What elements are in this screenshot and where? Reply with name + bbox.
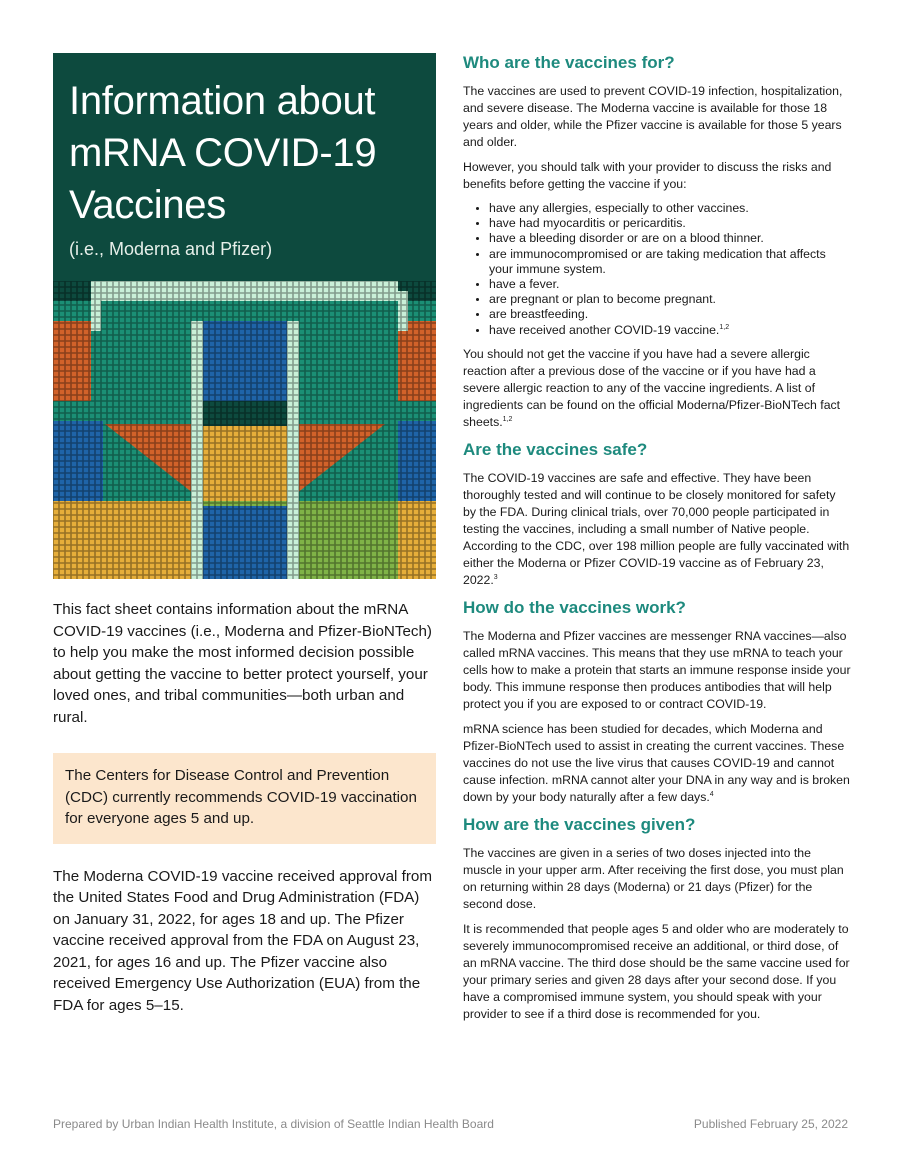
page-subtitle: (i.e., Moderna and Pfizer) [69, 239, 273, 259]
list-item: • are pregnant or plan to become pregnant. [489, 292, 851, 307]
left-column [53, 53, 436, 1016]
list-item: • have a bleeding disorder or are on a blood thinner. [489, 231, 851, 246]
heading-safe: Are the vaccines safe? [463, 439, 648, 459]
footnote-ref: 4 [709, 790, 714, 798]
risk-list [463, 201, 851, 338]
paragraph: The vaccines are given in a series of two doses injected into the muscle in your upper arm. After receiving the first dose, you must plan on returning within 28 days (Moderna) or 21 days (Pfizer) for the second dose. [463, 845, 844, 911]
callout-text: The Centers for Disease Control and Prevention (CDC) currently recommends COVID-19 vaccination for everyone ages 5 and up. [65, 767, 417, 827]
paragraph-text: You should not get the vaccine if you have had a severe allergic reaction after a previous dose of the vaccine or if you have had a severe allergic reaction to any of the vaccine ingredients. A list of ingredients can be found on the official Moderna/Pfizer-BioNTech fact sheets. [463, 346, 841, 429]
paragraph-text: mRNA science has been studied for decades, which Moderna and Pfizer-BioNTech used to assist in creating the current vaccines. These vaccines do not use the live virus that causes COVID-19 and cannot cause infection. mRNA cannot alter your DNA in any way and is broken down by your body naturally after a few days. [463, 721, 850, 804]
title-line-3: Vaccines [69, 183, 226, 227]
list-item: • have a fever. [489, 277, 851, 292]
section-how-given [463, 814, 851, 1023]
page-title [69, 75, 420, 231]
section-safe [463, 439, 851, 589]
footer [53, 1117, 848, 1131]
list-item: • have had myocarditis or pericarditis. [489, 216, 851, 231]
list-item-text: have received another COVID-19 vaccine. [489, 322, 720, 337]
right-column [463, 52, 851, 1031]
list-item: • are immunocompromised or are taking medication that affects your immune system. [489, 247, 851, 277]
heading-who-for: Who are the vaccines for? [463, 53, 675, 72]
decorative-dot-pattern [53, 281, 436, 579]
footnote-ref: 3 [493, 573, 498, 581]
cdc-recommendation-callout [53, 753, 436, 844]
title-line-1: Information about [69, 79, 376, 123]
heading-how-given: How are the vaccines given? [463, 814, 696, 834]
paragraph [463, 346, 851, 431]
list-item: • have any allergies, especially to other vaccines. [489, 201, 851, 216]
heading-how-work: How do the vaccines work? [463, 597, 686, 617]
list-item [489, 323, 851, 338]
section-how-work [463, 597, 851, 806]
footnote-ref: 1,2 [719, 323, 730, 331]
paragraph [463, 721, 851, 806]
footer-published-date: Published February 25, 2022 [693, 1117, 848, 1131]
paragraph [463, 470, 851, 589]
paragraph-text: The COVID-19 vaccines are safe and effective. They have been thoroughly tested and will continue to be closely monitored for safety by the FDA. During clinical trials, over 70,000 people participated in testing the vaccines, including a small number of Native people. According to the CDC, over 198 million people are fully vaccinated with either the Moderna or Pfizer COVID-19 vaccine as of February 23, 2022. [463, 470, 850, 587]
footer-credit: Prepared by Urban Indian Health Institute, a division of Seattle Indian Health Board [53, 1117, 494, 1131]
approval-paragraph: The Moderna COVID-19 vaccine received approval from the United States Food and Drug Administration (FDA) on January 31, 2022, for ages 18 and up. The Pfizer vaccine received approval from the FDA on August 23, 2021, for ages 16 and up. The Pfizer vaccine also received Emergency Use Authorization (EUA) from the FDA for ages 5–15. [53, 867, 433, 1014]
paragraph: However, you should talk with your provider to discuss the risks and benefits before getting the vaccine if you: [463, 160, 832, 191]
section-who-for [463, 52, 851, 431]
intro-paragraph: This fact sheet contains information about the mRNA COVID-19 vaccines (i.e., Moderna and Pfizer-BioNTech) to help you make the most informed decision possible about getting the vaccine to better protect yourself, your loved ones, and tribal communities—both urban and rural. [53, 601, 432, 726]
paragraph: It is recommended that people ages 5 and older who are moderately to severely immunocompromised receive an additional, or third dose, of an mRNA vaccine. The third dose should be the same vaccine used for your primary series and given 28 days after your second dose. If you have a compromised immune system, you should speak with your provider to see if a third dose is recommended for you. [463, 921, 850, 1021]
list-item: • are breastfeeding. [489, 307, 851, 322]
hero-banner [53, 53, 436, 281]
paragraph: The Moderna and Pfizer vaccines are messenger RNA vaccines—also called mRNA vaccines. This means that they use mRNA to teach your cells how to make a protein that starts an immune response inside your body. This immune response then produces antibodies that will help protect you if you are exposed to or contract COVID-19. [463, 628, 851, 711]
title-line-2: mRNA COVID-19 [69, 131, 377, 175]
footnote-ref: 1,2 [502, 415, 513, 423]
paragraph: The vaccines are used to prevent COVID-19 infection, hospitalization, and severe disease. The Moderna vaccine is available for those 18 years and older, while the Pfizer vaccine is available for those 5 years and older. [463, 84, 843, 149]
